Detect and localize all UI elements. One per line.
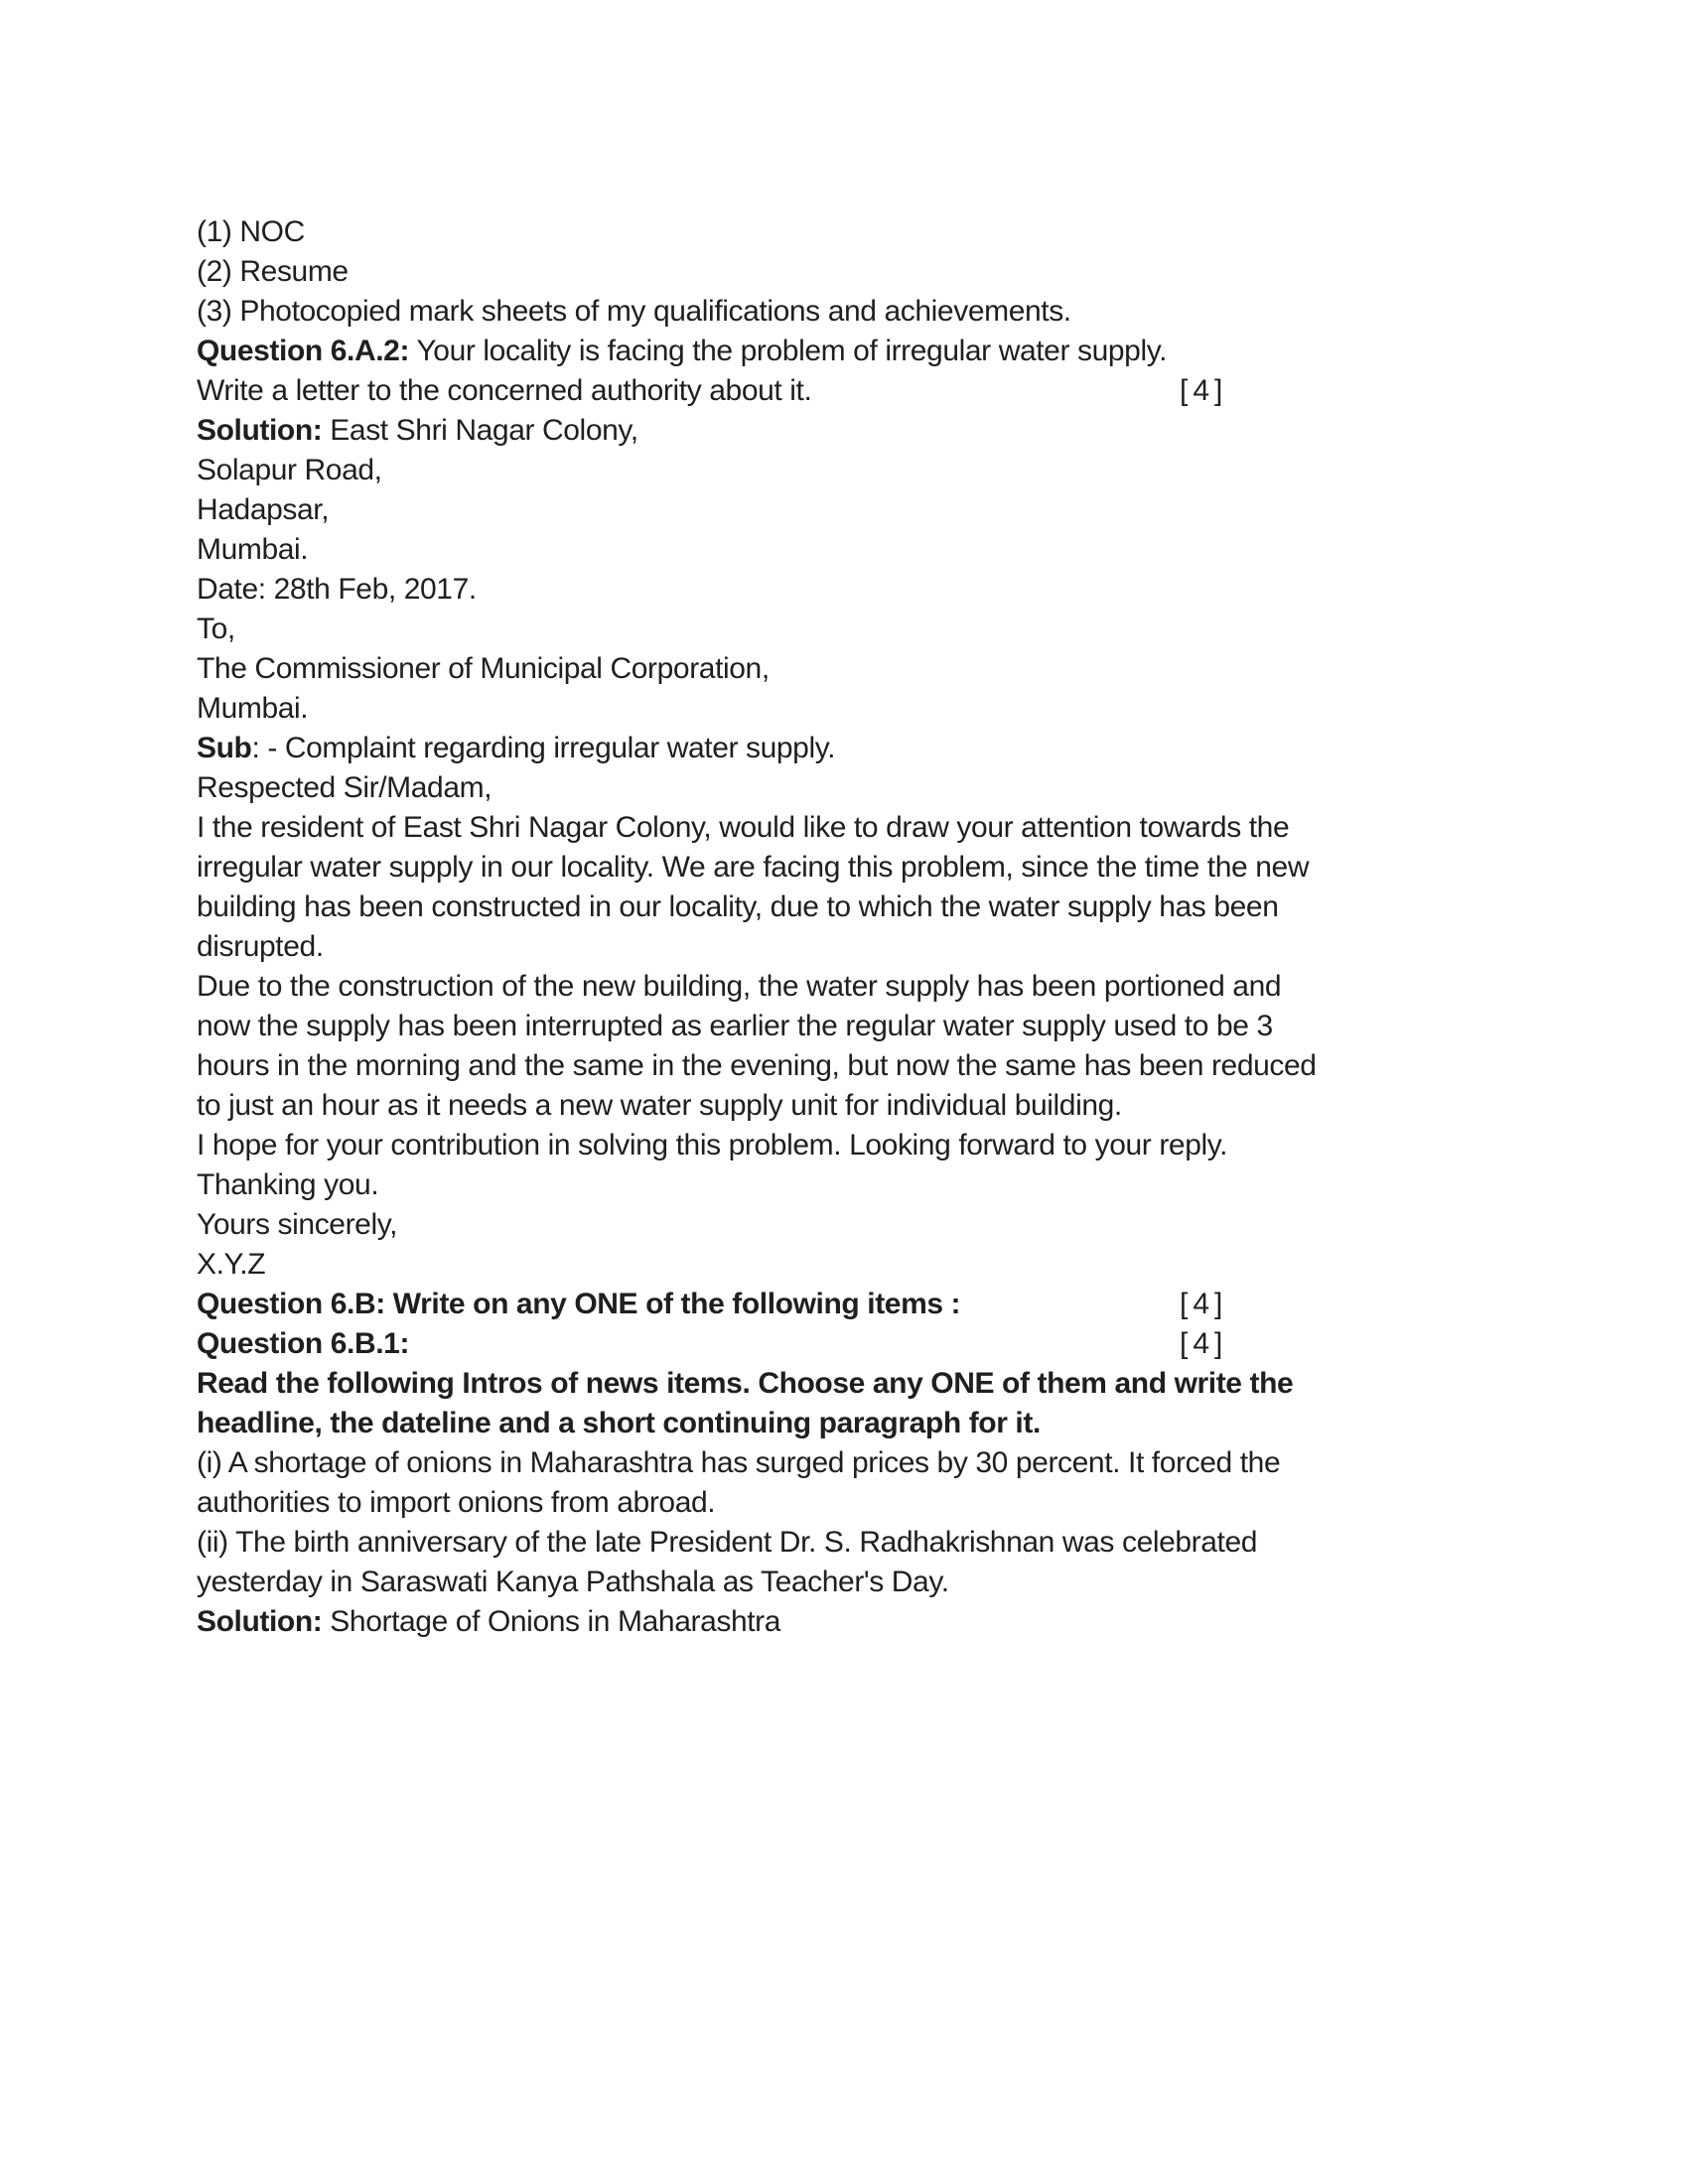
letter-closing-line: I hope for your contribution in solving this problem. Looking forward to your reply. xyxy=(197,1129,1228,1161)
instruction-line-bold: Read the following Intros of news items. Choose any ONE of them and write the xyxy=(197,1367,1294,1400)
instruction-line-bold: headline, the dateline and a short continuing paragraph for it. xyxy=(197,1407,1041,1439)
attachment-item-1-text: (1) NOC xyxy=(197,215,305,248)
attachment-item-3-text: (3) Photocopied mark sheets of my qualifications and achievements. xyxy=(197,295,1071,328)
question-6b1 xyxy=(197,1324,1460,1364)
sender-address-line: Hadapsar, xyxy=(197,493,330,526)
letter-date-line: Date: 28th Feb, 2017. xyxy=(197,573,477,606)
letter-closing-line: Yours sincerely, xyxy=(197,1208,398,1241)
news-intro-line: (i) A shortage of onions in Maharashtra has surged prices by 30 percent. It forced the xyxy=(197,1446,1281,1479)
letter-body-line: disrupted. xyxy=(197,930,324,963)
solution-6b1-line xyxy=(197,1602,1460,1642)
attachment-item-3 xyxy=(197,292,1460,332)
question-6a2 xyxy=(197,332,1460,411)
letter-body-line: I the resident of East Shri Nagar Colony, would like to draw your attention towards the xyxy=(197,811,1290,844)
sender-address-line: Solapur Road, xyxy=(197,454,382,486)
solution-6b1 xyxy=(197,1602,1460,1642)
letter-body-line: now the supply has been interrupted as earlier the regular water supply used to be 3 xyxy=(197,1010,1273,1042)
subject-text: : - Complaint regarding irregular water supply. xyxy=(251,732,836,764)
letter-sender-address xyxy=(197,451,1460,610)
question-6b-label xyxy=(197,1285,1460,1324)
question-6a2-line2: Write a letter to the concerned authority about it. xyxy=(197,374,812,407)
letter-signature: X.Y.Z xyxy=(197,1248,266,1281)
solution-6b1-label: Solution: xyxy=(197,1605,323,1638)
question-6b1-instructions xyxy=(197,1364,1460,1602)
question-6b-label-text: Question 6.B: Write on any ONE of the following items : xyxy=(197,1288,961,1320)
letter-subject-line xyxy=(197,729,1460,768)
letter-body-line: Due to the construction of the new building, the water supply has been portioned and xyxy=(197,970,1282,1003)
letter-closing xyxy=(197,1126,1460,1285)
question-6b xyxy=(197,1285,1460,1324)
solution-6a2-heading-line xyxy=(197,411,1460,451)
question-6b1-marks: [4] xyxy=(1180,1327,1228,1360)
subject-label: Sub xyxy=(197,732,252,764)
solution-6a2-heading xyxy=(197,411,1460,451)
question-6b-marks: [4] xyxy=(1180,1288,1228,1320)
question-6b1-label xyxy=(197,1324,1460,1364)
letter-body-line: hours in the morning and the same in the evening, but now the same has been reduced xyxy=(197,1049,1317,1082)
question-6a2-text1: Your locality is facing the problem of irregular water supply. xyxy=(409,335,1168,367)
sender-address-line: Mumbai. xyxy=(197,533,309,566)
question-6a2-line1 xyxy=(197,332,1460,371)
letter-recipient-block xyxy=(197,610,1460,768)
question-6b1-label-text: Question 6.B.1: xyxy=(197,1327,410,1360)
recipient-line: Mumbai. xyxy=(197,692,309,725)
letter-body-line: to just an hour as it needs a new water supply unit for individual building. xyxy=(197,1089,1122,1122)
solution-6b1-text: Shortage of Onions in Maharashtra xyxy=(322,1605,781,1638)
question-6a2-label: Question 6.A.2: xyxy=(197,335,410,367)
letter-salutation: Respected Sir/Madam, xyxy=(197,771,492,804)
news-intro-line: yesterday in Saraswati Kanya Pathshala as Teacher's Day. xyxy=(197,1566,949,1598)
letter-body-line: building has been constructed in our locality, due to which the water supply has been xyxy=(197,890,1279,923)
solution-6a2-heading-rest: East Shri Nagar Colony, xyxy=(322,414,638,447)
attachment-item-1 xyxy=(197,212,1460,252)
letter-closing-line: Thanking you. xyxy=(197,1168,379,1201)
question-6a2-marks: [4] xyxy=(1180,374,1228,407)
letter-body-line: irregular water supply in our locality. We are facing this problem, since the time the new xyxy=(197,851,1310,884)
news-intro-line: authorities to import onions from abroad. xyxy=(197,1486,716,1519)
letter-body xyxy=(197,768,1460,1126)
solution-6a2-label: Solution: xyxy=(197,414,323,447)
news-intro-line: (ii) The birth anniversary of the late President Dr. S. Radhakrishnan was celebrated xyxy=(197,1526,1258,1559)
attachment-item-2-text: (2) Resume xyxy=(197,255,349,288)
attachment-item-2 xyxy=(197,252,1460,292)
recipient-line: To, xyxy=(197,613,235,645)
recipient-line: The Commissioner of Municipal Corporation, xyxy=(197,652,770,685)
